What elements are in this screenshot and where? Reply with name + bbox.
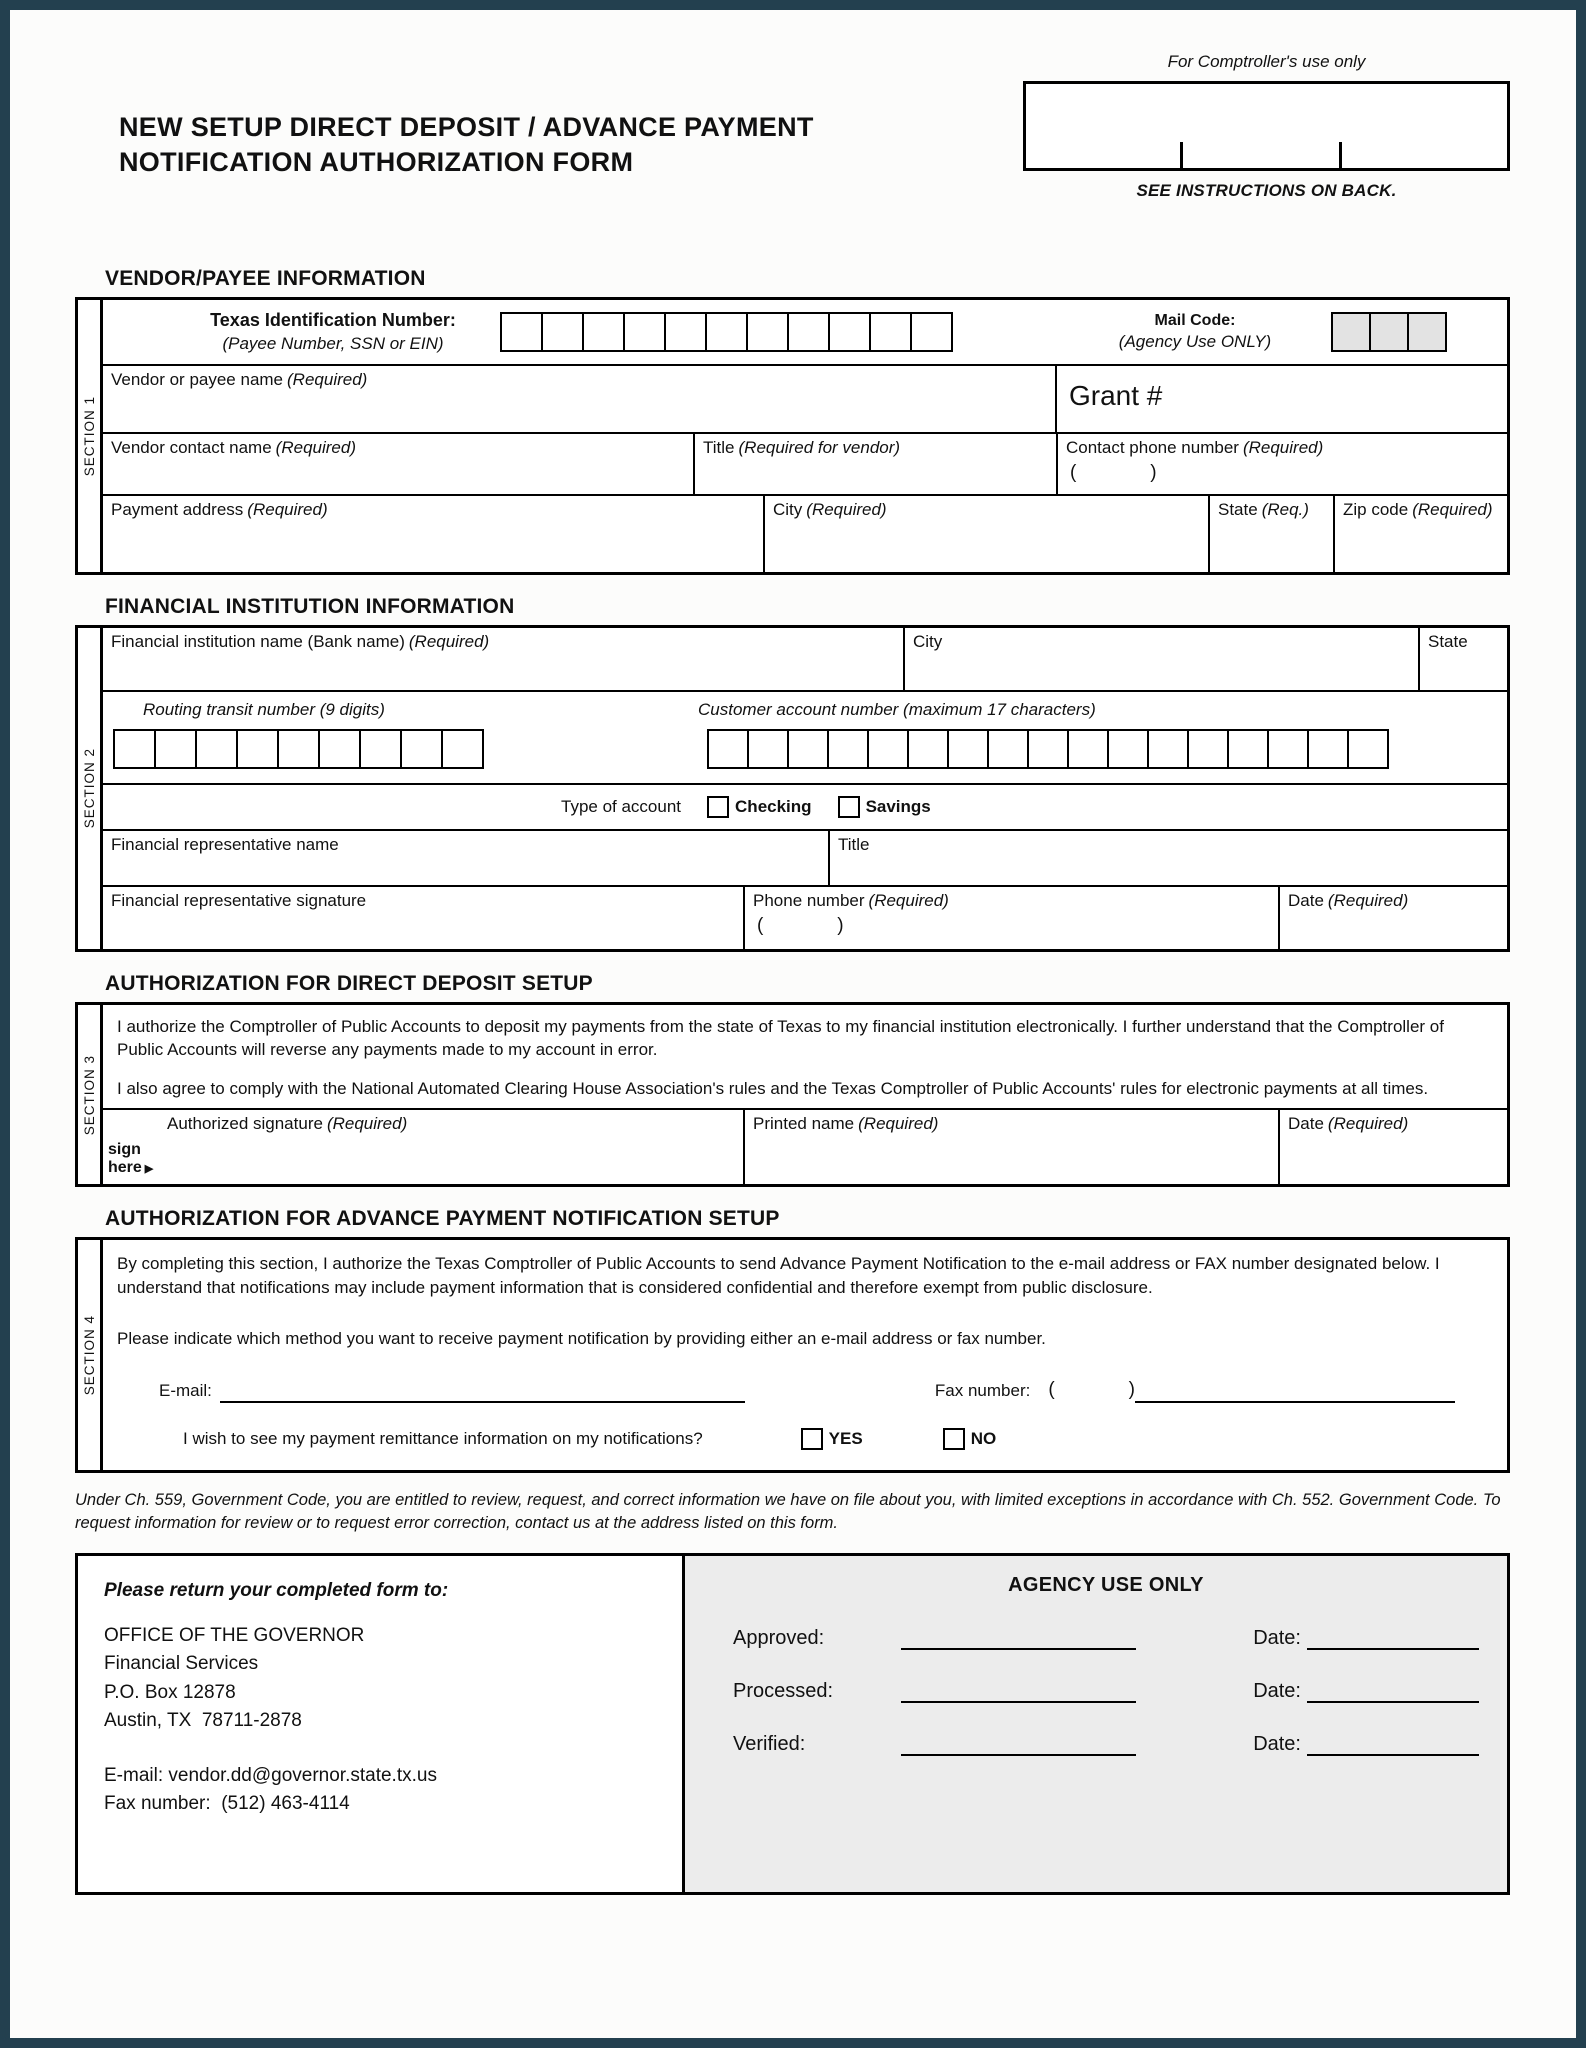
yes-label: YES: [828, 1428, 863, 1448]
grant-number-value: Grant #: [1069, 380, 1163, 411]
savings-checkbox[interactable]: [838, 796, 860, 818]
authorized-signature-label: [167, 1114, 735, 1134]
rep-date-field[interactable]: [1278, 887, 1507, 949]
account-digit-box[interactable]: [747, 729, 789, 769]
approved-date-fill-line[interactable]: [1307, 1630, 1479, 1650]
section2-table: [103, 625, 1510, 952]
required-note: (Required): [326, 1114, 408, 1134]
agency-use-heading: AGENCY USE ONLY: [1008, 1573, 1204, 1596]
tin-digit-box[interactable]: [705, 312, 748, 352]
section2-side-label: SECTION 2: [81, 748, 97, 829]
tin-boxes: [500, 312, 953, 352]
authorized-signature-field[interactable]: [103, 1110, 743, 1184]
authorization-paragraph-1: I authorize the Comptroller of Public Accounts to deposit my payments from the state of Texas to my financial institution electronically. I further understand that the Comptroller of Public Accounts will reverse any payments made to my account in error.: [117, 1017, 1444, 1060]
checking-checkbox[interactable]: [707, 796, 729, 818]
return-fax-line: Fax number: (512) 463-4114: [104, 1793, 350, 1815]
section2: [75, 625, 1510, 952]
section1-heading: VENDOR/PAYEE INFORMATION: [105, 267, 426, 290]
section3: [75, 1002, 1510, 1187]
required-note: (Required): [247, 500, 328, 519]
account-digit-box[interactable]: [1227, 729, 1269, 769]
tin-digit-box[interactable]: [500, 312, 543, 352]
account-number-label: Customer account number (maximum 17 characters): [698, 700, 1096, 719]
label-text: Zip code: [1343, 500, 1409, 519]
agency-row: [733, 1627, 1479, 1650]
printed-name-label: [753, 1114, 1270, 1134]
remittance-question: I wish to see my payment remittance information on my notifications?: [183, 1428, 703, 1448]
section2-side-strip: [75, 625, 103, 952]
fax-label: Fax number:: [934, 1381, 1031, 1401]
rep-signature-row: [103, 885, 1507, 949]
contact-row: [103, 432, 1507, 494]
city-label: [773, 500, 1200, 520]
fax-fill-line[interactable]: [1135, 1383, 1455, 1403]
form-title-line1: NEW SETUP DIRECT DEPOSIT / ADVANCE PAYMENT: [119, 112, 814, 142]
verified-date-fill-line[interactable]: [1307, 1736, 1479, 1756]
bank-city-label: City: [913, 632, 943, 651]
contact-name-field[interactable]: [103, 434, 693, 494]
printed-name-field[interactable]: [743, 1110, 1278, 1184]
vendor-name-label: [111, 370, 1047, 390]
return-address-line: Financial Services: [104, 1653, 259, 1675]
rep-name-field[interactable]: [103, 831, 828, 885]
tin-digit-box[interactable]: [746, 312, 789, 352]
tin-digit-box[interactable]: [541, 312, 584, 352]
bank-name-label: [111, 632, 895, 652]
rep-date-label: [1288, 891, 1499, 911]
section1-table: [103, 297, 1510, 575]
return-heading: Please return your completed form to:: [104, 1579, 449, 1601]
account-digit-box[interactable]: [1307, 729, 1349, 769]
routing-account-boxes: [103, 729, 1507, 769]
email-label: E-mail:: [159, 1381, 212, 1401]
required-note: (Required): [868, 891, 949, 910]
comptroller-block: [1023, 52, 1510, 201]
routing-digit-box[interactable]: [359, 729, 402, 769]
signature-row: [103, 1108, 1507, 1184]
bank-name-row: [103, 628, 1507, 690]
contact-phone-label: [1066, 438, 1499, 458]
tin-label: Texas Identification Number:: [210, 310, 456, 331]
tin-sublabel: (Payee Number, SSN or EIN): [222, 333, 444, 353]
account-digit-box[interactable]: [827, 729, 869, 769]
city-field[interactable]: [763, 496, 1208, 572]
label-text: Payment address: [111, 500, 244, 519]
notification-paragraph-1: By completing this section, I authorize the Texas Comptroller of Public Accounts to send Advance Payment Notification to the e-mail address or FAX number designated below. I understand that notifications may include payment information that is considered confidential and therefore exempt from public disclosure.: [117, 1254, 1440, 1297]
routing-account-labels: [103, 700, 1507, 720]
account-digit-box[interactable]: [707, 729, 749, 769]
payment-address-label: [111, 500, 755, 520]
required-note: (Required): [806, 500, 887, 519]
section4-side-label: SECTION 4: [81, 1315, 97, 1396]
tin-digit-box[interactable]: [582, 312, 625, 352]
required-note: (Required): [408, 632, 490, 651]
account-number-boxes: [707, 729, 1389, 769]
label-text: Title: [703, 438, 735, 457]
rep-signature-label: Financial representative signature: [111, 891, 367, 910]
agency-use-panel: [685, 1556, 1507, 1892]
rep-phone-label: [753, 891, 1270, 911]
processed-label: Processed:: [733, 1679, 834, 1702]
yes-checkbox[interactable]: [801, 1428, 823, 1450]
approved-fill-line[interactable]: [901, 1630, 1136, 1650]
routing-digit-box[interactable]: [236, 729, 279, 769]
bank-state-field[interactable]: [1418, 628, 1507, 690]
rep-name-label: Financial representative name: [111, 835, 339, 854]
zip-field[interactable]: [1333, 496, 1507, 572]
no-label: NO: [970, 1428, 997, 1448]
tin-label-block: [173, 309, 493, 354]
sign-here-arrow-icon: ▶: [144, 1162, 154, 1175]
rep-signature-field[interactable]: [103, 887, 743, 949]
mail-code-label: Mail Code:: [1154, 311, 1236, 329]
checking-label: Checking: [735, 797, 812, 816]
account-digit-box[interactable]: [1107, 729, 1149, 769]
routing-digit-box[interactable]: [277, 729, 320, 769]
processed-date-fill-line[interactable]: [1307, 1683, 1479, 1703]
form-header: [75, 10, 1510, 201]
label-text: Printed name: [753, 1114, 855, 1134]
routing-number-boxes: [113, 729, 484, 769]
tin-digit-box[interactable]: [787, 312, 830, 352]
required-note: (Req.): [1261, 500, 1309, 519]
mail-code-label-block: [1099, 311, 1291, 354]
tin-digit-box[interactable]: [869, 312, 912, 352]
required-note: (Required): [858, 1114, 939, 1134]
bank-name-field[interactable]: [103, 628, 903, 690]
contact-title-label: [703, 438, 1048, 458]
account-digit-box[interactable]: [987, 729, 1029, 769]
section1: [75, 297, 1510, 575]
account-digit-box[interactable]: [947, 729, 989, 769]
verified-fill-line[interactable]: [901, 1736, 1136, 1756]
payment-address-field[interactable]: [103, 496, 763, 572]
verified-label: Verified:: [733, 1732, 806, 1755]
label-text: Date: [1288, 1114, 1324, 1134]
agency-row: [733, 1733, 1479, 1756]
tin-digit-box[interactable]: [664, 312, 707, 352]
routing-digit-box[interactable]: [441, 729, 484, 769]
vendor-name-field[interactable]: [103, 366, 1055, 432]
mail-code-box[interactable]: [1407, 312, 1447, 352]
authorization-text: [103, 1005, 1507, 1108]
section3-box: [103, 1002, 1510, 1187]
comptroller-box-divider: [1339, 142, 1342, 168]
label-text: City: [773, 500, 803, 519]
account-type-label: Type of account: [561, 797, 682, 816]
comptroller-box-divider: [1180, 142, 1183, 168]
signature-date-field[interactable]: [1278, 1110, 1507, 1184]
savings-label: Savings: [865, 797, 931, 816]
processed-fill-line[interactable]: [901, 1683, 1136, 1703]
sign-here-marker: [108, 1141, 153, 1176]
required-note: (Required): [1412, 500, 1493, 519]
account-digit-box[interactable]: [1347, 729, 1389, 769]
account-digit-box[interactable]: [1147, 729, 1189, 769]
email-fill-line[interactable]: [220, 1383, 745, 1403]
sign-here-word1: sign: [108, 1141, 141, 1159]
routing-digit-box[interactable]: [154, 729, 197, 769]
title-block: [75, 52, 1023, 201]
return-email-line: E-mail: vendor.dd@governor.state.tx.us: [104, 1764, 437, 1786]
section3-side-label: SECTION 3: [81, 1054, 97, 1135]
return-and-agency-box: [75, 1553, 1510, 1895]
tin-mailcode-row: [103, 300, 1507, 364]
required-note: (Required): [275, 438, 356, 457]
account-digit-box[interactable]: [787, 729, 829, 769]
notification-paragraph-2: Please indicate which method you want to receive payment notification by providing either an e-mail address or fax number.: [117, 1329, 1046, 1349]
routing-digit-box[interactable]: [400, 729, 443, 769]
rep-name-row: [103, 829, 1507, 885]
account-type-row: [103, 783, 1507, 829]
contact-name-label: [111, 438, 685, 458]
remittance-question-row: [117, 1427, 1477, 1450]
state-field[interactable]: [1208, 496, 1333, 572]
mail-code-box[interactable]: [1369, 312, 1409, 352]
account-digit-box[interactable]: [1067, 729, 1109, 769]
authorization-paragraph-2: I also agree to comply with the National Automated Clearing House Association's rules and the Texas Comptroller of Public Accounts' rules for electronic payments at all times.: [117, 1078, 1429, 1098]
section4-box: [103, 1237, 1510, 1473]
section1-side-strip: [75, 297, 103, 575]
account-digit-box[interactable]: [867, 729, 909, 769]
routing-digit-box[interactable]: [195, 729, 238, 769]
required-note: (Required for vendor): [738, 438, 901, 457]
section1-side-label: SECTION 1: [81, 395, 97, 477]
label-text: Vendor contact name: [111, 438, 272, 457]
state-label: [1218, 500, 1325, 520]
routing-digit-box[interactable]: [318, 729, 361, 769]
required-note: (Required): [287, 370, 368, 389]
mail-code-boxes: [1331, 312, 1447, 352]
tin-digit-box[interactable]: [828, 312, 871, 352]
sign-here-word2: here: [108, 1158, 142, 1176]
contact-title-field[interactable]: [693, 434, 1056, 494]
routing-digit-box[interactable]: [113, 729, 156, 769]
section3-heading: AUTHORIZATION FOR DIRECT DEPOSIT SETUP: [105, 972, 593, 995]
routing-account-row: [103, 690, 1507, 783]
form-title-line2: NOTIFICATION AUTHORIZATION FORM: [119, 147, 634, 178]
section3-side-strip: [75, 1002, 103, 1187]
tin-digit-box[interactable]: [623, 312, 666, 352]
contact-phone-field[interactable]: [1056, 434, 1507, 494]
label-text: State: [1218, 500, 1258, 519]
no-checkbox[interactable]: [943, 1428, 965, 1450]
label-text: Date: [1288, 891, 1324, 910]
section4-heading: AUTHORIZATION FOR ADVANCE PAYMENT NOTIFICATION SETUP: [105, 1207, 780, 1231]
phone-area-code-parens: ( ): [757, 915, 844, 936]
address-row: [103, 494, 1507, 572]
signature-date-label: [1288, 1114, 1499, 1134]
phone-area-code-parens: ( ): [1070, 462, 1157, 483]
return-address-line: OFFICE OF THE GOVERNOR: [104, 1624, 365, 1646]
zip-label: [1343, 500, 1499, 520]
required-note: (Required): [1242, 438, 1324, 457]
label-text: Authorized signature: [167, 1114, 323, 1134]
comptroller-use-note: For Comptroller's use only: [1167, 52, 1366, 71]
return-address-line: Austin, TX 78711-2878: [104, 1710, 302, 1732]
notification-text: [103, 1240, 1507, 1470]
rep-title-field[interactable]: [828, 831, 1507, 885]
email-fax-row: [117, 1377, 1477, 1403]
see-instructions-note: SEE INSTRUCTIONS ON BACK.: [1136, 181, 1397, 200]
privacy-notice: Under Ch. 559, Government Code, you are entitled to review, request, and correct information we have on file about you, with limited exceptions in accordance with Ch. 552. Government Code. To request information for review or to request error correction, contact us at the address listed on this form.: [75, 1491, 1501, 1533]
bank-state-label: State: [1428, 632, 1468, 651]
fax-area-code-parens: ( ): [1048, 1378, 1135, 1400]
label-text: Financial institution name (Bank name): [111, 632, 405, 651]
account-digit-box[interactable]: [907, 729, 949, 769]
rep-phone-field[interactable]: [743, 887, 1278, 949]
bank-city-field[interactable]: [903, 628, 1418, 690]
section4-side-strip: [75, 1237, 103, 1473]
sign-here-word2-wrap: [108, 1159, 153, 1177]
rep-title-label: Title: [838, 835, 870, 854]
account-digit-box[interactable]: [1267, 729, 1309, 769]
verified-date-label: Date:: [1253, 1732, 1301, 1755]
mail-code-sublabel: (Agency Use ONLY): [1118, 332, 1272, 352]
label-text: Vendor or payee name: [111, 370, 284, 389]
grant-number-field[interactable]: [1055, 366, 1507, 432]
routing-number-label: Routing transit number (9 digits): [143, 700, 385, 719]
return-address-panel: [78, 1556, 685, 1892]
section2-heading: FINANCIAL INSTITUTION INFORMATION: [105, 595, 515, 618]
processed-date-label: Date:: [1253, 1679, 1301, 1702]
comptroller-use-box[interactable]: [1023, 81, 1510, 171]
required-note: (Required): [1327, 1114, 1409, 1134]
approved-label: Approved:: [733, 1626, 825, 1649]
account-digit-box[interactable]: [1027, 729, 1069, 769]
account-digit-box[interactable]: [1187, 729, 1229, 769]
vendor-name-row: [103, 364, 1507, 432]
label-text: Contact phone number: [1066, 438, 1239, 457]
tin-digit-box[interactable]: [910, 312, 953, 352]
approved-date-label: Date:: [1253, 1626, 1301, 1649]
section4: [75, 1237, 1510, 1473]
required-note: (Required): [1327, 891, 1409, 910]
mail-code-box[interactable]: [1331, 312, 1371, 352]
agency-row: [733, 1680, 1479, 1703]
label-text: Phone number: [753, 891, 865, 910]
return-address-line: P.O. Box 12878: [104, 1681, 236, 1703]
